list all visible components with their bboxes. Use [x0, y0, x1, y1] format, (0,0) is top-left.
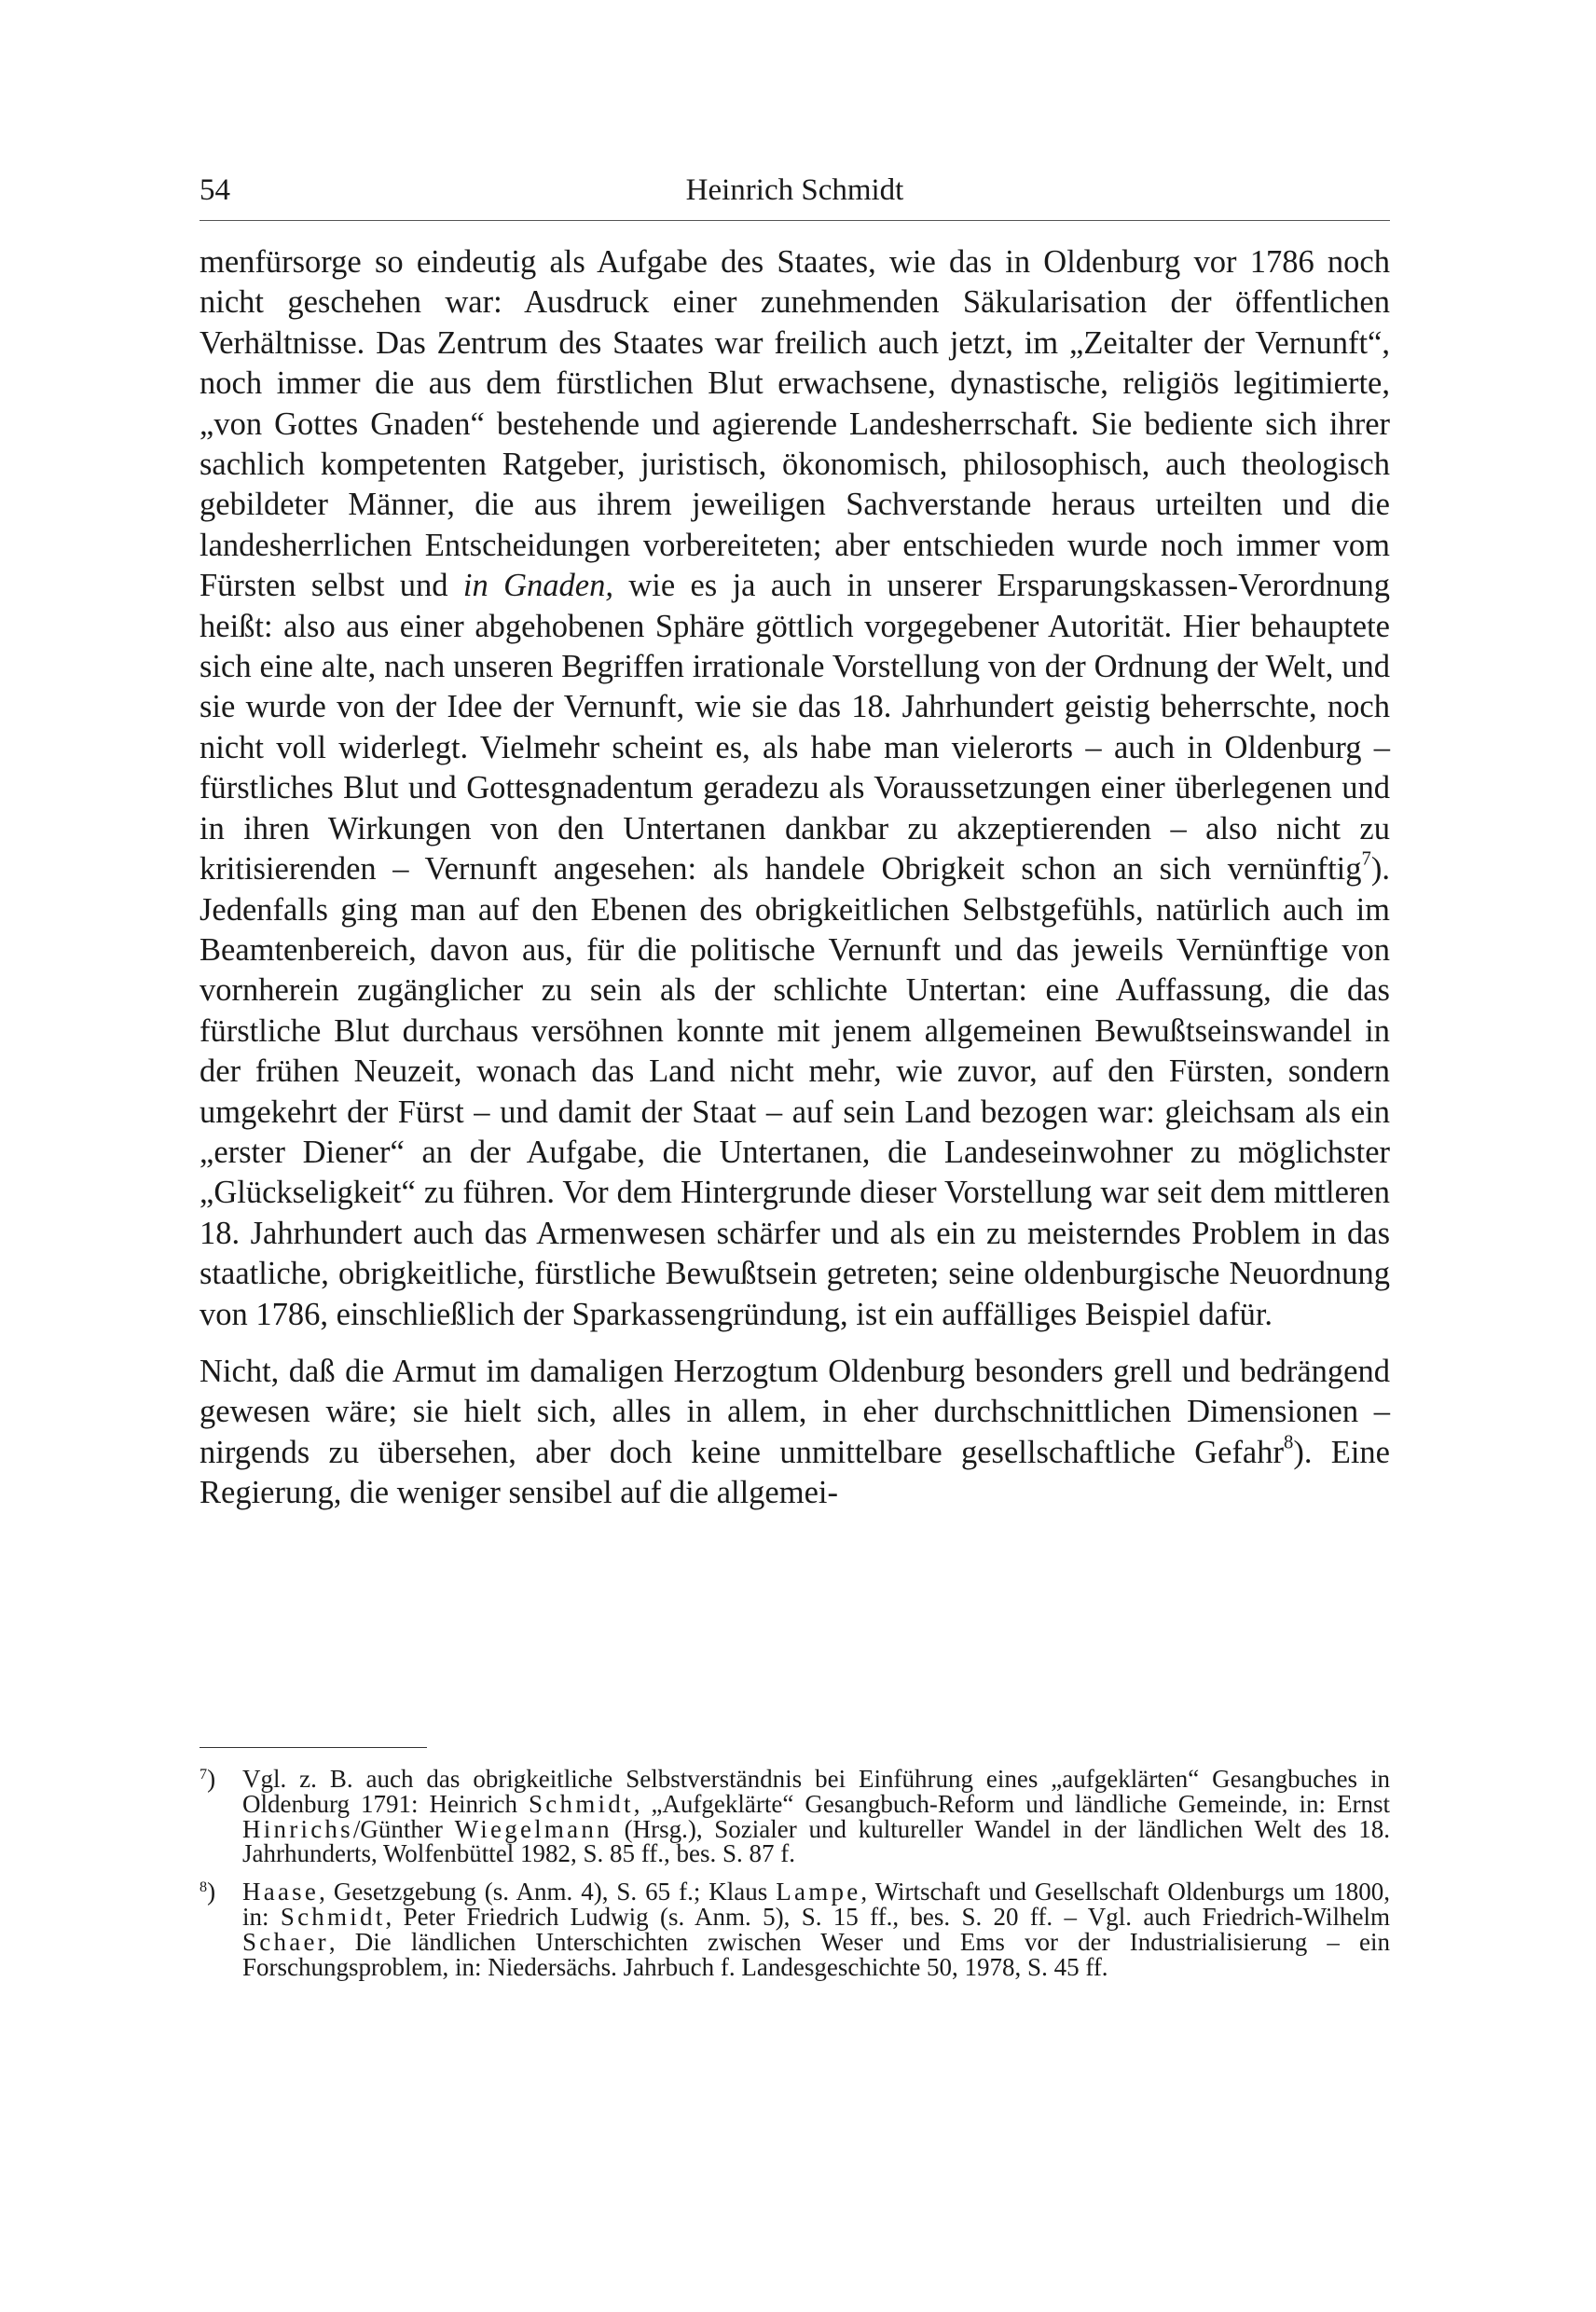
author-name: Schmidt — [529, 1789, 634, 1818]
header-rule — [200, 220, 1390, 221]
footnote-ref-7[interactable]: 7 — [1361, 848, 1371, 870]
page-header — [200, 173, 1390, 218]
author-name: Hinrichs — [242, 1814, 353, 1843]
footnotes — [200, 1767, 1390, 1979]
paragraph-1 — [200, 242, 1390, 1335]
footnote-rule — [200, 1747, 427, 1748]
author-name: Wiegelmann — [454, 1814, 612, 1843]
paragraph-1-text-c: ). Jedenfalls ging man auf den Ebenen des obrigkeitlichen Selbstgefühls, natürlich auch im Beamtenbereich, davon aus, für die politische Vernunft und das jeweils Vernünftige von vornherein zugänglicher zu sein als der schlichte Untertan: eine Auffassung, die das fürstliche Blut durchaus versöhnen konnte mit jenem allgemeinen Bewußtseinswandel in der frühen Neuzeit, wonach das Land nicht mehr, wie zuvor, auf den Fürsten, sondern umgekehrt der Fürst – und damit der Staat – auf sein Land bezogen war: gleichsam als ein „erster Diener“ an der Aufgabe, die Untertanen, die Landeseinwohner zu möglichster „Glückseligkeit“ zu führen. Vor dem Hintergrunde dieser Vorstellung war seit dem mittleren 18. Jahrhundert auch das Armenwesen schärfer und als ein zu meisterndes Problem in das staatliche, obrigkeitliche, fürstliche Bewußtsein getreten; seine oldenburgische Neuordnung von 1786, einschließlich der Sparkassengründung, ist ein auffälliges Beispiel dafür. — [200, 851, 1390, 1332]
paragraph-2 — [200, 1352, 1390, 1514]
footnote-7-marker: $^7$) — [200, 1765, 216, 1793]
author-name: Lampe — [776, 1878, 861, 1906]
paragraph-2-text-a: Nicht, daß die Armut im damaligen Herzogtum Oldenburg besonders grell und bedrängend gewesen wäre; sie hielt sich, alles in allem, in eher durchschnittlichen Dimensionen – nirgends zu übersehen, aber doch keine unmittelbare gesellschaftliche Gefahr — [200, 1353, 1390, 1470]
footnote-8-marker: $^8$) — [200, 1878, 216, 1906]
paragraph-1-text-b: wie es ja auch in unserer Ersparungskassen-Verordnung heißt: also aus einer abgehobenen Sphäre göttlich vorgegebener Autorität. Hier behauptete sich eine alte, nach unseren Begriffen irrationale Vorstellung von der Ordnung der Welt, und sie wurde von der Idee der Vernunft, wie sie das 18. Jahrhundert geistig beherrschte, noch nicht voll widerlegt. Vielmehr scheint es, als habe man vielerorts – auch in Oldenburg – fürstliches Blut und Gottesgnadentum geradezu als Voraussetzungen einer überlegenen und in ihren Wirkungen von den Untertanen dankbar zu akzeptierenden – also nicht zu kritisierenden – Vernunft angesehen: als handele Obrigkeit schon an sich vernünftig — [200, 568, 1390, 888]
page-number: 54 — [200, 173, 230, 207]
main-text — [200, 242, 1390, 1514]
footnote-7: $^7$) Vgl. z. B. auch das obrigkeitliche Selbstverständnis bei Einführung eines „aufgeklärten“ Gesangbuches in Oldenburg 1791: Heinrich Schmidt, „Aufgeklärte“ Gesangbuch-Reform und ländliche Gemeinde, in: Ernst Hinrichs/Günther Wiegelmann (Hrsg.), Sozialer und kultureller Wandel in der ländlichen Welt des 18. Jahrhunderts, Wolfenbüttel 1982, S. 85 ff., bes. S. 87 f. — [200, 1765, 1391, 1868]
footnote-ref-8[interactable]: 8 — [1283, 1432, 1294, 1453]
footnote-8: $^8$) Haase, Gesetzgebung (s. Anm. 4), S. 65 f.; Klaus Lampe, Wirtschaft und Gesellschaft Oldenburgs um 1800, in: Schmidt, Peter Friedrich Ludwig (s. Anm. 5), S. 15 ff., bes. S. 20 ff. – Vgl. auch Friedrich-Wilhelm Schaer, Die ländlichen Unterschichten zwischen Weser und Ems vor der Industrialisierung – ein Forschungsproblem, in: Niedersächs. Jahrbuch f. Landesgeschichte 50, 1978, S. 45 ff. — [200, 1878, 1390, 1981]
running-head: Heinrich Schmidt — [685, 173, 904, 207]
author-name: Schmidt — [280, 1902, 386, 1931]
author-name: Haase — [242, 1878, 320, 1906]
paragraph-1-text-a: menfürsorge so eindeutig als Aufgabe des Staates, wie das in Oldenburg vor 1786 noch nicht geschehen war: Ausdruck einer zunehmenden Säkularisation der öffentlichen Verhältnisse. Das Zentrum des Staates war freilich auch jetzt, im „Zeitalter der Vernunft“, noch immer die aus dem fürstlichen Blut erwachsene, dynastische, religiös legitimierte, „von Gottes Gnaden“ bestehende und agierende Landesherrschaft. Sie bediente sich ihrer sachlich kompetenten Ratgeber, juristisch, ökonomisch, philosophisch, auch theologisch gebildeter Männer, die aus ihrem jeweiligen Sachverstande heraus urteilten und die landesherrlichen Entscheidungen vorbereiteten; aber entschieden wurde noch immer vom Fürsten selbst und — [200, 244, 1390, 604]
author-name: Schaer — [242, 1927, 329, 1956]
paragraph-1-italic: in Gnaden, — [462, 568, 613, 604]
paragraph-2-text-b: ). Eine Regierung, die weniger sensibel auf die allgemei- — [200, 1434, 1390, 1511]
